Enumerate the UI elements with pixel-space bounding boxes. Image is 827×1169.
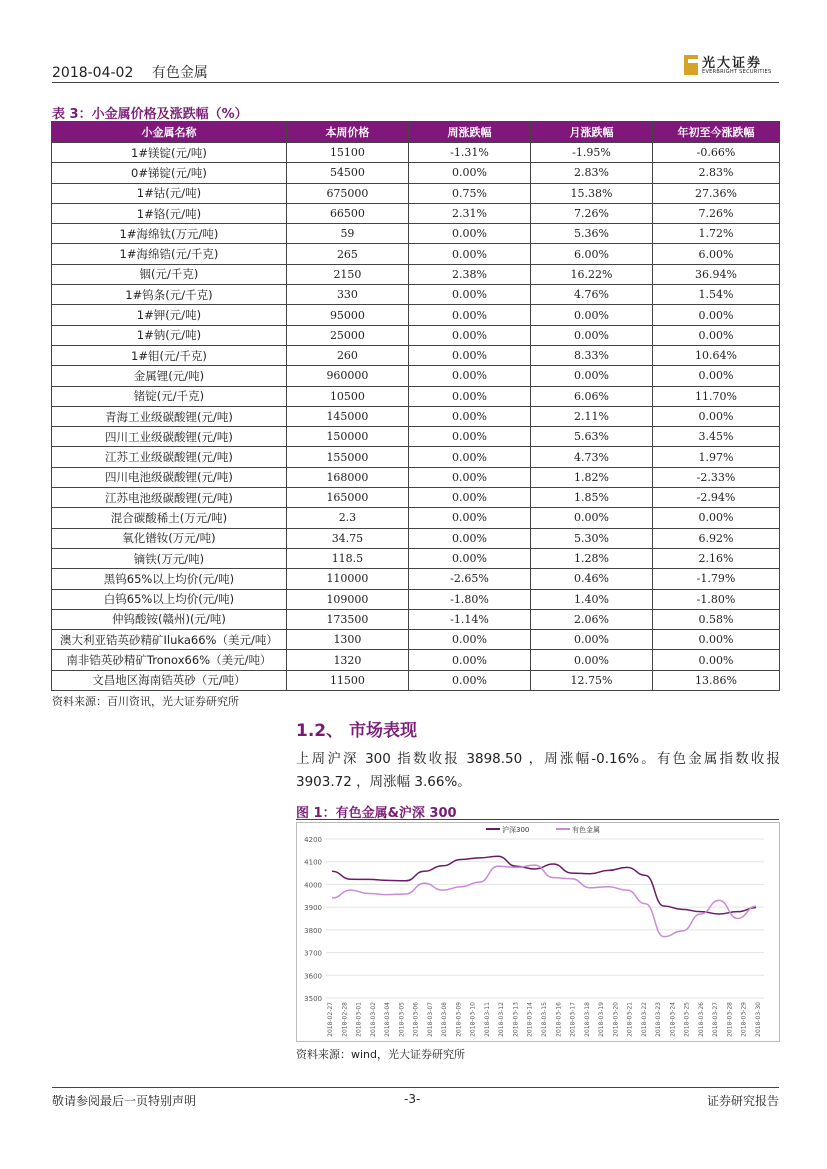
x-tick-label: 2018-03-14 xyxy=(526,1002,534,1037)
metal-name-cell: 青海工业级碳酸锂(元/吨) xyxy=(52,406,287,426)
y-tick-label: 3800 xyxy=(304,926,322,935)
table-row xyxy=(52,305,780,325)
page-number: -3- xyxy=(404,1092,421,1106)
value-cell: 265 xyxy=(286,244,408,264)
value-cell: 145000 xyxy=(286,406,408,426)
x-tick-label: 2018-03-25 xyxy=(683,1002,691,1037)
x-tick-label: 2018-03-12 xyxy=(498,1002,506,1037)
x-tick-label: 2018-03-08 xyxy=(441,1002,449,1037)
value-cell: 25000 xyxy=(286,325,408,345)
table-row xyxy=(52,163,780,183)
column-header: 小金属名称 xyxy=(52,122,287,143)
value-cell: -2.94% xyxy=(652,488,779,508)
value-cell: 0.00% xyxy=(408,244,530,264)
metal-name-cell: 仲钨酸铵(赣州)(元/吨) xyxy=(52,609,287,629)
x-tick-label: 2018-03-13 xyxy=(512,1002,520,1037)
value-cell: 0.00% xyxy=(652,508,779,528)
x-tick-label: 2018-03-24 xyxy=(669,1002,677,1037)
value-cell: 0.00% xyxy=(408,508,530,528)
metal-name-cell: 1#钨条(元/千克) xyxy=(52,285,287,305)
x-tick-label: 2018-02-27 xyxy=(327,1002,334,1037)
value-cell: -1.14% xyxy=(408,609,530,629)
x-tick-label: 2018-03-16 xyxy=(555,1002,563,1037)
table-row xyxy=(52,427,780,447)
x-tick-label: 2018-03-17 xyxy=(569,1002,577,1037)
table-caption: 表 3：小金属价格及涨跌幅（%） xyxy=(52,107,248,122)
value-cell: 0.00% xyxy=(530,650,652,670)
x-tick-label: 2018-02-28 xyxy=(341,1002,349,1037)
table-row xyxy=(52,548,780,568)
logo-mark-icon xyxy=(684,55,698,75)
column-header: 本周价格 xyxy=(286,122,408,143)
metal-name-cell: 1#海绵钛(万元/吨) xyxy=(52,224,287,244)
value-cell: -1.95% xyxy=(530,143,652,163)
metal-name-cell: 四川工业级碳酸锂(元/吨) xyxy=(52,427,287,447)
x-tick-label: 2018-03-01 xyxy=(355,1002,363,1037)
column-header: 年初至今涨跌幅 xyxy=(652,122,779,143)
metal-name-cell: 1#钼(元/千克) xyxy=(52,345,287,365)
metal-name-cell: 1#海绵锆(元/千克) xyxy=(52,244,287,264)
section-heading: 1.2、 市场表现 xyxy=(296,721,418,741)
metal-name-cell: 文昌地区海南锆英砂（元/吨） xyxy=(52,670,287,690)
value-cell: 0.00% xyxy=(408,650,530,670)
value-cell: -1.31% xyxy=(408,143,530,163)
value-cell: 1.54% xyxy=(652,285,779,305)
metal-name-cell: 南非锆英砂精矿Tronox66%（美元/吨） xyxy=(52,650,287,670)
value-cell: 0.00% xyxy=(530,305,652,325)
table-row xyxy=(52,488,780,508)
metal-name-cell: 白钨65%以上均价(元/吨) xyxy=(52,589,287,609)
value-cell: 2.83% xyxy=(652,163,779,183)
value-cell: -2.65% xyxy=(408,569,530,589)
value-cell: 0.00% xyxy=(408,305,530,325)
value-cell: 0.00% xyxy=(408,325,530,345)
metal-name-cell: 黑钨65%以上均价(元/吨) xyxy=(52,569,287,589)
value-cell: 1320 xyxy=(286,650,408,670)
value-cell: 1.28% xyxy=(530,548,652,568)
value-cell: 150000 xyxy=(286,427,408,447)
value-cell: 0.00% xyxy=(652,630,779,650)
table-row xyxy=(52,670,780,690)
table-row xyxy=(52,447,780,467)
metal-name-cell: 1#钾(元/吨) xyxy=(52,305,287,325)
table-row xyxy=(52,203,780,223)
x-tick-label: 2018-03-26 xyxy=(697,1002,705,1037)
value-cell: 16.22% xyxy=(530,264,652,284)
header-divider xyxy=(52,82,779,83)
value-cell: 2.3 xyxy=(286,508,408,528)
value-cell: 34.75 xyxy=(286,528,408,548)
report-date: 2018-04-02 xyxy=(52,65,134,81)
value-cell: 0.00% xyxy=(652,325,779,345)
x-tick-label: 2018-03-30 xyxy=(755,1002,762,1037)
value-cell: 2.06% xyxy=(530,609,652,629)
x-tick-label: 2018-03-05 xyxy=(398,1002,406,1037)
x-tick-label: 2018-03-07 xyxy=(426,1002,434,1037)
metal-name-cell: 铟(元/千克) xyxy=(52,264,287,284)
logo-en: EVERBRIGHT SECURITIES xyxy=(702,69,772,75)
table-row xyxy=(52,244,780,264)
table-row xyxy=(52,285,780,305)
value-cell: 1300 xyxy=(286,630,408,650)
value-cell: 0.00% xyxy=(530,630,652,650)
metal-name-cell: 混合碳酸稀土(万元/吨) xyxy=(52,508,287,528)
value-cell: 260 xyxy=(286,345,408,365)
value-cell: 960000 xyxy=(286,366,408,386)
value-cell: 0.00% xyxy=(408,447,530,467)
value-cell: 0.00% xyxy=(652,650,779,670)
metal-name-cell: 镝铁(万元/吨) xyxy=(52,548,287,568)
metal-name-cell: 锗锭(元/千克) xyxy=(52,386,287,406)
value-cell: 6.00% xyxy=(530,244,652,264)
value-cell: 0.75% xyxy=(408,183,530,203)
value-cell: 168000 xyxy=(286,467,408,487)
table-row xyxy=(52,508,780,528)
value-cell: 0.00% xyxy=(408,528,530,548)
value-cell: -0.66% xyxy=(652,143,779,163)
y-tick-label: 3700 xyxy=(304,949,322,958)
value-cell: 0.00% xyxy=(408,285,530,305)
value-cell: 0.00% xyxy=(408,548,530,568)
value-cell: 66500 xyxy=(286,203,408,223)
y-tick-label: 3600 xyxy=(304,972,322,981)
footer-disclaimer: 敬请参阅最后一页特别声明 xyxy=(52,1094,197,1108)
value-cell: 330 xyxy=(286,285,408,305)
value-cell: 0.00% xyxy=(408,366,530,386)
value-cell: 2.16% xyxy=(652,548,779,568)
value-cell: 1.40% xyxy=(530,589,652,609)
y-tick-label: 4000 xyxy=(304,881,322,890)
value-cell: 0.00% xyxy=(408,467,530,487)
value-cell: 109000 xyxy=(286,589,408,609)
metal-name-cell: 1#钠(元/吨) xyxy=(52,325,287,345)
value-cell: 4.76% xyxy=(530,285,652,305)
company-logo xyxy=(684,52,780,78)
footer-divider xyxy=(52,1087,779,1088)
value-cell: 173500 xyxy=(286,609,408,629)
figure-caption-underline xyxy=(296,819,779,820)
metal-name-cell: 氧化镨钕(万元/吨) xyxy=(52,528,287,548)
figure-source: 资料来源：wind，光大证券研究所 xyxy=(296,1048,466,1061)
value-cell: 95000 xyxy=(286,305,408,325)
value-cell: 0.00% xyxy=(530,508,652,528)
line-chart xyxy=(296,822,780,1042)
value-cell: 0.00% xyxy=(408,670,530,690)
value-cell: 8.33% xyxy=(530,345,652,365)
value-cell: 1.72% xyxy=(652,224,779,244)
value-cell: 0.00% xyxy=(652,406,779,426)
x-tick-label: 2018-03-23 xyxy=(655,1002,663,1037)
value-cell: 5.63% xyxy=(530,427,652,447)
value-cell: 2.11% xyxy=(530,406,652,426)
page-header xyxy=(52,62,222,82)
x-tick-label: 2018-03-09 xyxy=(455,1002,463,1037)
value-cell: 0.00% xyxy=(408,406,530,426)
x-tick-label: 2018-03-18 xyxy=(583,1002,591,1037)
value-cell: 0.00% xyxy=(408,427,530,447)
value-cell: 6.92% xyxy=(652,528,779,548)
x-tick-label: 2018-03-22 xyxy=(640,1002,648,1037)
value-cell: 0.00% xyxy=(530,325,652,345)
table-row xyxy=(52,609,780,629)
x-tick-label: 2018-03-27 xyxy=(712,1002,720,1037)
value-cell: 10.64% xyxy=(652,345,779,365)
value-cell: 7.26% xyxy=(530,203,652,223)
value-cell: 54500 xyxy=(286,163,408,183)
value-cell: 2.38% xyxy=(408,264,530,284)
value-cell: 0.00% xyxy=(408,163,530,183)
x-tick-label: 2018-03-20 xyxy=(612,1002,620,1037)
value-cell: 27.36% xyxy=(652,183,779,203)
value-cell: 10500 xyxy=(286,386,408,406)
value-cell: -1.80% xyxy=(652,589,779,609)
section-paragraph: 上周沪深 300 指数收报 3898.50 ，周涨幅-0.16%。有色金属指数收报 3903.72 ，周涨幅 3.66%。 xyxy=(296,751,780,790)
table-row xyxy=(52,264,780,284)
table-body xyxy=(52,143,780,691)
value-cell: 7.26% xyxy=(652,203,779,223)
value-cell: 36.94% xyxy=(652,264,779,284)
metal-name-cell: 澳大利亚锆英砂精矿Iluka66%（美元/吨） xyxy=(52,630,287,650)
value-cell: 165000 xyxy=(286,488,408,508)
value-cell: 0.00% xyxy=(408,386,530,406)
value-cell: 0.00% xyxy=(408,630,530,650)
x-tick-label: 2018-03-21 xyxy=(626,1002,634,1037)
metal-name-cell: 金属锂(元/吨) xyxy=(52,366,287,386)
metal-name-cell: 1#铬(元/吨) xyxy=(52,203,287,223)
metal-name-cell: 1#钴(元/吨) xyxy=(52,183,287,203)
value-cell: 5.30% xyxy=(530,528,652,548)
metal-name-cell: 江苏电池级碳酸锂(元/吨) xyxy=(52,488,287,508)
x-tick-label: 2018-03-02 xyxy=(369,1002,377,1037)
figure-caption: 图 1：有色金属&沪深 300 xyxy=(296,806,457,821)
table-row xyxy=(52,386,780,406)
y-tick-label: 4100 xyxy=(304,858,322,867)
value-cell: 12.75% xyxy=(530,670,652,690)
metal-name-cell: 四川电池级碳酸锂(元/吨) xyxy=(52,467,287,487)
value-cell: 13.86% xyxy=(652,670,779,690)
value-cell: 15100 xyxy=(286,143,408,163)
column-header: 月涨跌幅 xyxy=(530,122,652,143)
legend-label: 有色金属 xyxy=(572,826,600,834)
value-cell: -2.33% xyxy=(652,467,779,487)
table-row xyxy=(52,589,780,609)
value-cell: 110000 xyxy=(286,569,408,589)
metal-price-table xyxy=(51,121,780,691)
table-row xyxy=(52,569,780,589)
x-tick-label: 2018-03-04 xyxy=(384,1002,392,1037)
value-cell: 59 xyxy=(286,224,408,244)
table-row xyxy=(52,650,780,670)
value-cell: 6.00% xyxy=(652,244,779,264)
metal-name-cell: 0#锑锭(元/吨) xyxy=(52,163,287,183)
footer-report-type: 证券研究报告 xyxy=(706,1094,779,1108)
value-cell: 4.73% xyxy=(530,447,652,467)
x-tick-label: 2018-03-19 xyxy=(598,1002,606,1037)
sector-name: 有色金属 xyxy=(151,65,208,81)
value-cell: 155000 xyxy=(286,447,408,467)
table-row xyxy=(52,183,780,203)
logo-cn: 光大证券 xyxy=(702,56,763,71)
x-tick-label: 2018-03-11 xyxy=(483,1002,491,1037)
value-cell: 5.36% xyxy=(530,224,652,244)
value-cell: 6.06% xyxy=(530,386,652,406)
table-row xyxy=(52,467,780,487)
y-tick-label: 4200 xyxy=(304,836,322,844)
value-cell: 11.70% xyxy=(652,386,779,406)
table-row xyxy=(52,345,780,365)
value-cell: 0.00% xyxy=(408,345,530,365)
value-cell: -1.79% xyxy=(652,569,779,589)
value-cell: 0.00% xyxy=(408,488,530,508)
metal-name-cell: 1#镁锭(元/吨) xyxy=(52,143,287,163)
value-cell: 1.85% xyxy=(530,488,652,508)
value-cell: 2150 xyxy=(286,264,408,284)
table-row xyxy=(52,224,780,244)
value-cell: 0.00% xyxy=(652,305,779,325)
table-row xyxy=(52,366,780,386)
value-cell: 11500 xyxy=(286,670,408,690)
value-cell: 118.5 xyxy=(286,548,408,568)
legend-label: 沪深300 xyxy=(502,826,530,834)
value-cell: 2.31% xyxy=(408,203,530,223)
x-tick-label: 2018-03-28 xyxy=(726,1002,734,1037)
column-header: 周涨跌幅 xyxy=(408,122,530,143)
value-cell: 0.58% xyxy=(652,609,779,629)
table-row xyxy=(52,528,780,548)
table-row xyxy=(52,406,780,426)
metal-name-cell: 江苏工业级碳酸锂(元/吨) xyxy=(52,447,287,467)
y-tick-label: 3900 xyxy=(304,904,322,913)
value-cell: 0.00% xyxy=(652,366,779,386)
x-tick-label: 2018-03-10 xyxy=(469,1002,477,1037)
value-cell: 3.45% xyxy=(652,427,779,447)
table-header-row xyxy=(52,122,780,143)
value-cell: 2.83% xyxy=(530,163,652,183)
value-cell: 0.00% xyxy=(408,224,530,244)
value-cell: 15.38% xyxy=(530,183,652,203)
value-cell: 0.46% xyxy=(530,569,652,589)
table-row xyxy=(52,325,780,345)
x-tick-label: 2018-03-06 xyxy=(412,1002,420,1037)
value-cell: -1.80% xyxy=(408,589,530,609)
x-tick-label: 2018-03-15 xyxy=(541,1002,548,1037)
value-cell: 675000 xyxy=(286,183,408,203)
table-row xyxy=(52,143,780,163)
value-cell: 0.00% xyxy=(530,366,652,386)
y-tick-label: 3500 xyxy=(304,995,322,1003)
table-source: 资料来源：百川资讯，光大证券研究所 xyxy=(52,695,239,708)
value-cell: 1.82% xyxy=(530,467,652,487)
table-row xyxy=(52,630,780,650)
value-cell: 1.97% xyxy=(652,447,779,467)
x-tick-label: 2018-03-29 xyxy=(740,1002,748,1037)
